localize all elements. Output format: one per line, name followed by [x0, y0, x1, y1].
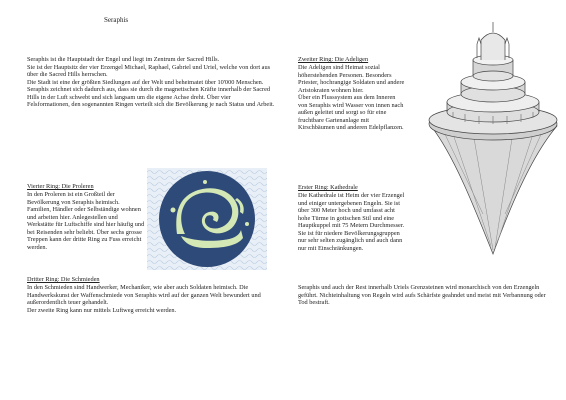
floating-tiered-city-drawing — [423, 14, 563, 264]
spiral-island-map — [147, 168, 267, 270]
map-ring — [159, 171, 255, 267]
section-body-zweiter-ring — [298, 64, 406, 132]
section-heading-vierter-ring: Vierter Ring: Die Proleren — [27, 183, 94, 190]
section-heading-dritter-ring: Dritter Ring: Die Schmieden — [27, 276, 100, 283]
intro-line: Seraphis ist die Hauptstadt der Engel und liegt im Zentrum der Sacred Hills. — [27, 56, 220, 63]
page-title: Seraphis — [104, 16, 129, 24]
body-line: In den Schmieden sind Handwerker, Mechaniker, wie aber auch Soldaten heimisch. Die Handwerkskunst der Waffenschmiede von Seraphis wird auf der ganzen Welt bewundert und außerordentlich teuer gehandelt. — [27, 284, 261, 306]
section-body-erster-ring: Die Kathedrale ist Heim der vier Erzengel und einiger untergebenen Engeln. Sie ist über 300 Meter hoch und umfasst acht hohe Türme in gotischen Stil und eine Hauptkuppel mit 75 Metern Durchmesser. Sie ist für niedere Bevölkerungsgruppen nur sehr selten zugänglich und auch dann nur mit Einschränkungen. — [298, 192, 405, 252]
section-body-dritter-ring — [27, 284, 277, 314]
intro-line: Sie ist der Hauptsitz der vier Erzengel Michael, Raphael, Gabriel und Uriel, welche von dort aus über die Sacred Hills herrschen. — [27, 63, 271, 78]
section-body-vierter-ring: In den Proleren ist ein Großteil der Bevölkerung von Seraphis heimisch. Familien, Händler oder Selbständige wohnen und arbeiten hier. Anlegestellen und Werkstätte für Luftschiffe sind hier häufig und bei Reisenden sehr beliebt. Über sechs grosse Treppen kann der dritte Ring zu Fuss erreicht werden. — [27, 191, 145, 251]
cathedral — [481, 33, 505, 60]
right-page — [283, 0, 566, 400]
intro-text — [27, 56, 275, 109]
body-line: Über ein Flusssystem aus dem Inneren von Seraphis wird Wasser von innen nach außen geleitet und sorgt so für eine fruchtbare Gartenanlage mit Kirschbäumen und anderen Edelpflanzen. — [298, 94, 404, 131]
rock-base — [431, 126, 557, 254]
intro-line: Seraphis zeichnet sich dadurch aus, dass sie durch die magnetischen Kräfte innerhalb der Sacred Hills in der Luft schwebt und sich langsam um die eigene Achse dreht. Über vier Felsformationen, den sogenannten Ringen verteilt sich die Bevölkerung je nach Status und Arbeit. — [27, 86, 275, 108]
body-line: Der zweite Ring kann nur mittels Luftweg erreicht werden. — [27, 306, 177, 314]
section-heading-erster-ring: Erster Ring: Kathedrale — [298, 184, 358, 191]
body-line: Die Adeligen sind Heimat sozial höherstehenden Personen. Besonders Priester, hochrangige Soldaten und andere Aristokraten wohnen hier. — [298, 64, 405, 94]
section-heading-zweiter-ring: Zweiter Ring: Die Adeligen — [298, 56, 369, 63]
outro-text: Seraphis und auch der Rest innerhalb Uriels Grenzsteinen wird monarchisch von den Erzengeln geführt. Nichteinhaltung von Regeln wird aufs Schärfste geahndet und meist mit Verbannung oder Tod bestraft. — [298, 284, 546, 306]
intro-line: Die Stadt ist eine der größten Siedlungen auf der Welt und beheimatet über 10'000 Menschen. — [27, 78, 264, 86]
